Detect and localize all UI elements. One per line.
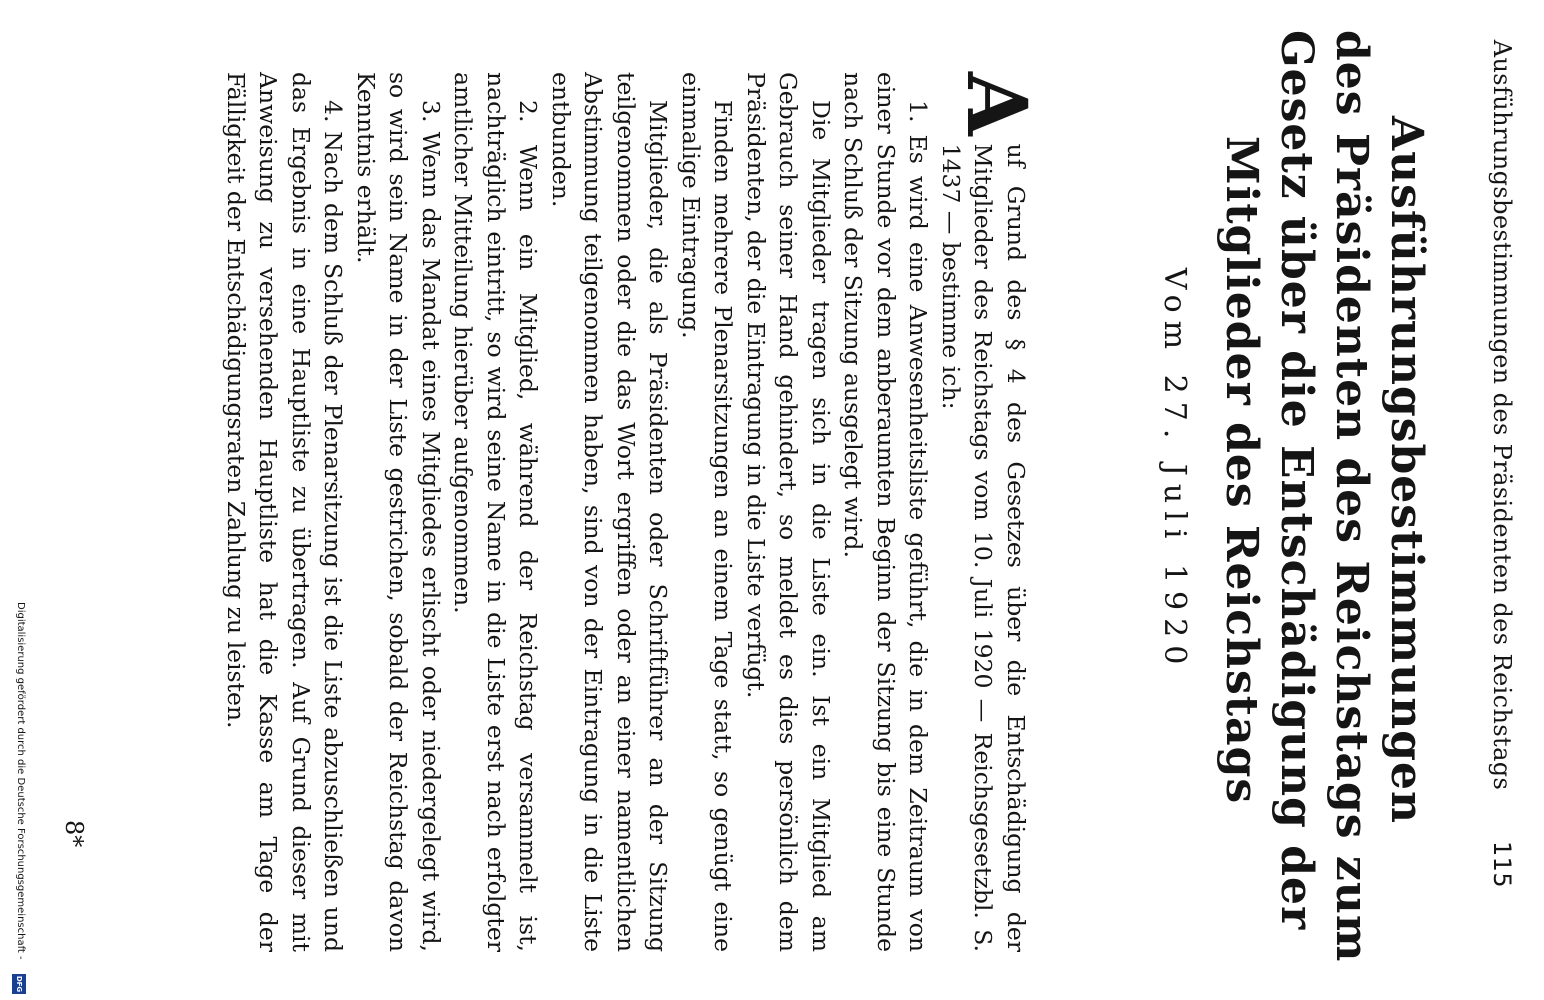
paragraph-3: Finden mehrere Plenarsitzungen an einem Tage statt, so genügt eine einmalige Eintragung. bbox=[677, 72, 738, 952]
body-text bbox=[220, 72, 1044, 952]
page-number: 115 bbox=[1488, 840, 1516, 888]
dfg-logo-icon: DFG bbox=[12, 974, 26, 994]
title-date: Vom 27. Juli 1920 bbox=[1157, 267, 1192, 673]
title-line-3: Gesetz über die Entschädigung der bbox=[1271, 30, 1322, 931]
title-line-4: Mitglieder des Reichstags bbox=[1216, 135, 1267, 805]
running-head-title: Ausführungsbestimmungen des Präsidenten des Reichstags bbox=[1488, 39, 1516, 791]
signature-mark: 8* bbox=[60, 820, 88, 848]
digitization-note bbox=[0, 600, 36, 1000]
title-line-1: Ausführungsbestimmungen bbox=[1381, 116, 1432, 824]
paragraph-1: 1. Es wird eine Anwesenheitsliste geführt, die in dem Zeitraum von einer Stunde vor dem anberaumten Beginn der Sitzung bis eine Stunde nach Schluß der Sitzung ausgelegt wird. bbox=[839, 72, 933, 952]
paragraph-5: 2. Wenn ein Mitglied, während der Reichstag versammelt ist, nachträglich eintritt, so wird seine Name in die Liste erst nach erfolgter amtlicher Mitteilung hierüber aufgenommen. bbox=[449, 72, 543, 952]
drop-cap-initial: A bbox=[948, 72, 1044, 136]
title-line-2: des Präsidenten des Reichstags zum bbox=[1326, 30, 1377, 963]
digitization-note-text: Digitalisierung gefördert durch die Deutsche Forschungsgemeinschaft - bbox=[15, 602, 26, 960]
paragraph-7: 4. Nach dem Schluß der Plenarsitzung ist die Liste abzuschließen und das Ergebnis in eine Hauptliste zu übertragen. Auf Grund dieser mit Anweisung zu versehenden Hauptliste hat die Kasse am Tage der Fälligkeit der Entschädigungsraten Zahlung zu leisten. bbox=[222, 72, 348, 952]
running-head bbox=[1480, 30, 1516, 888]
paragraph-6: 3. Wenn das Mandat eines Mitgliedes erlischt oder niedergelegt wird, so wird sein Name in der Liste gestrichen, sobald der Reichstag davon Kenntnis erhält. bbox=[352, 72, 445, 952]
paragraph-4: Mitglieder, die als Präsidenten oder Schriftführer an der Sitzung teilgenommen oder die das Wort ergriffen oder an einer namentlichen Abstimmung teilgenommen haben, sind von der Eintragung in die Liste entbunden. bbox=[547, 72, 673, 952]
title-block bbox=[1157, 30, 1434, 963]
paragraph-intro bbox=[935, 72, 1044, 952]
paragraph-intro-text: uf Grund des § 4 des Gesetzes über die Entschädigung der Mitglieder des Reichstags vom 10. Juli 1920 — Reichsgesetzbl. S. 1437 — bestimme ich: bbox=[937, 143, 1030, 952]
paragraph-2: Die Mitglieder tragen sich in die Liste ein. Ist ein Mitglied am Gebrauch seiner Hand gehindert, so meldet es dies persönlich dem Präsidenten, der die Eintragung in die Liste verfügt. bbox=[742, 72, 835, 952]
